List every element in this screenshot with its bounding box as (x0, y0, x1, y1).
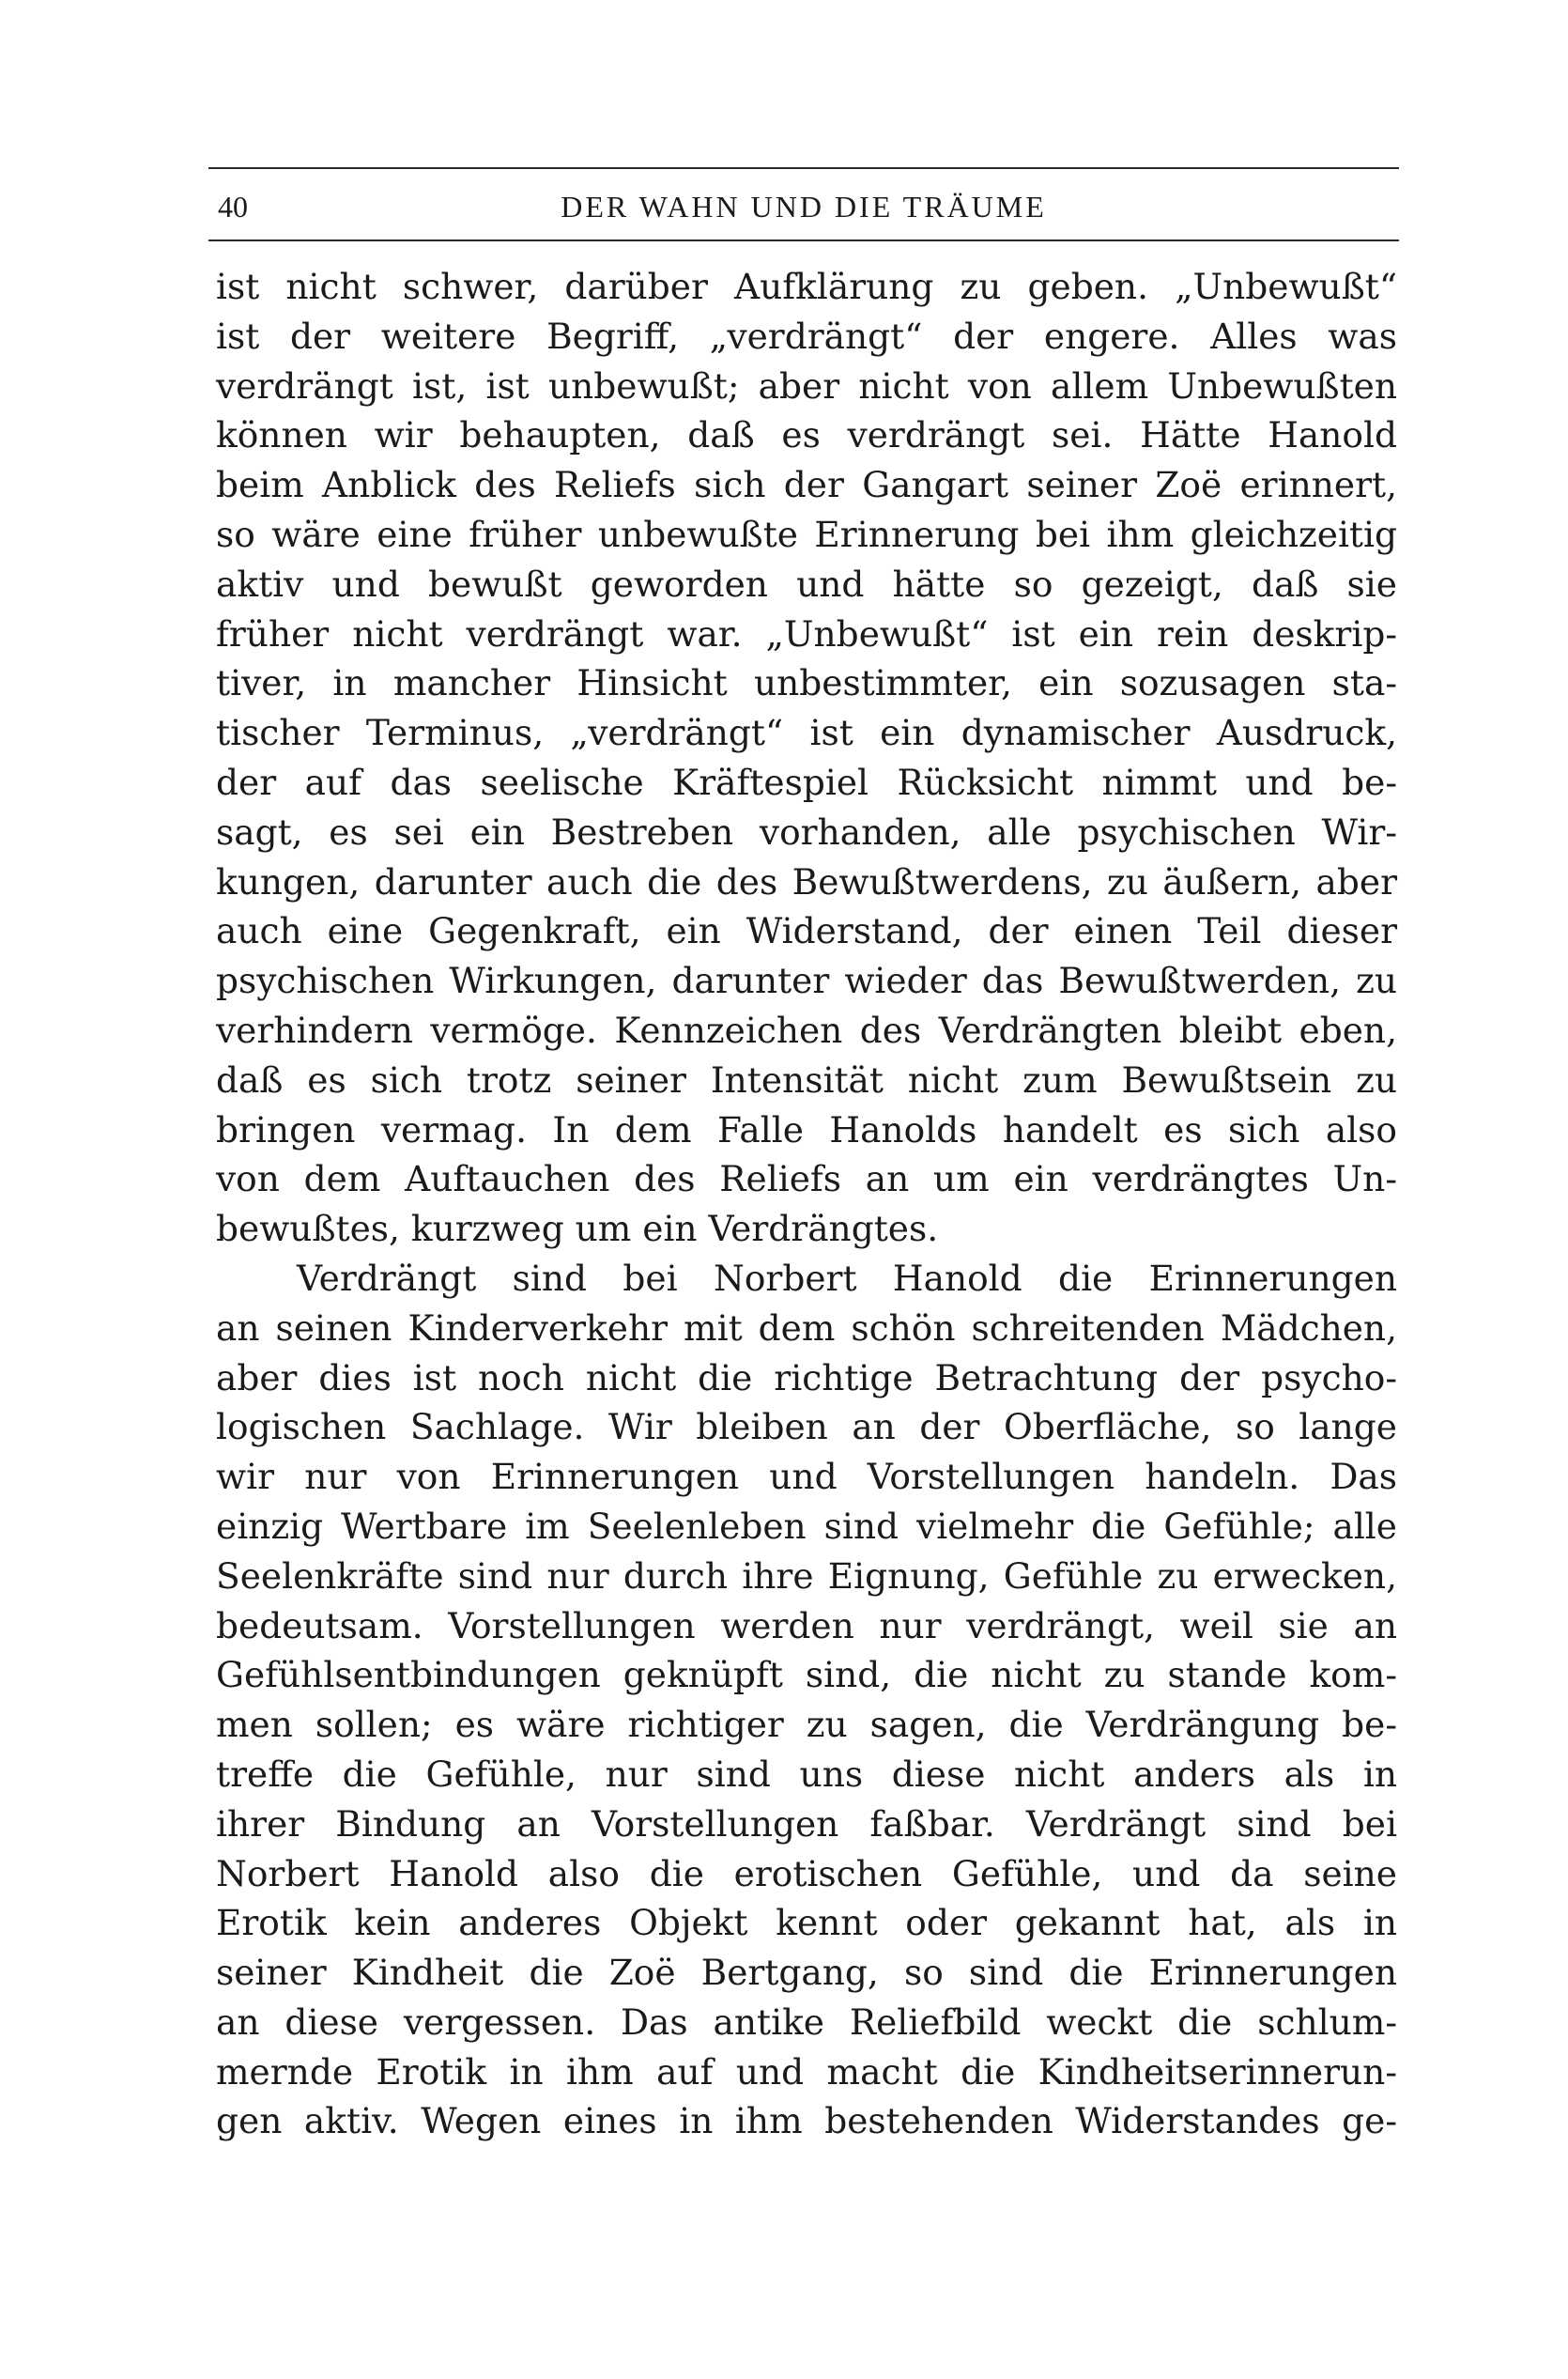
text-line: so wäre eine früher unbewußte Erinnerung bei ihm gleichzeitig (216, 513, 1397, 555)
text-line: seiner Kindheit die Zoë Bertgang, so sind die Erinnerungen (216, 1952, 1397, 1994)
text-line: ist der weitere Begriff, „verdrängt“ der engere. Alles was (216, 315, 1397, 357)
text-line: bringen vermag. In dem Falle Hanolds handelt es sich also (216, 1108, 1397, 1151)
text-line: Verdrängt sind bei Norbert Hanold die Erinnerungen (297, 1257, 1397, 1299)
text-line: daß es sich trotz seiner Intensität nicht zum Bewußtsein zu (216, 1058, 1397, 1101)
text-line: logischen Sachlage. Wir bleiben an der Oberfläche, so lange (216, 1406, 1397, 1448)
paragraph (216, 262, 1397, 1254)
text-line: auch eine Gegenkraft, ein Widerstand, der einen Teil dieser (216, 910, 1397, 952)
text-line: Erotik kein anderes Objekt kennt oder gekannt hat, als in (216, 1902, 1397, 1944)
text-line: mernde Erotik in ihm auf und macht die Kindheitserinnerun- (216, 2050, 1397, 2093)
text-line: der auf das seelische Kräftespiel Rücksicht nimmt und be- (216, 761, 1397, 803)
text-line: Seelenkräfte sind nur durch ihre Eignung, Gefühle zu erwecken, (216, 1554, 1397, 1597)
text-line: treffe die Gefühle, nur sind uns diese nicht anders als in (216, 1753, 1397, 1795)
text-line: bedeutsam. Vorstellungen werden nur verdrängt, weil sie an (216, 1604, 1397, 1646)
text-line: bewußtes, kurzweg um ein Verdrängtes. (216, 1208, 939, 1250)
text-line: men sollen; es wäre richtiger zu sagen, die Verdrängung be- (216, 1704, 1397, 1746)
text-line: an seinen Kinderverkehr mit dem schön schreitenden Mädchen, (216, 1306, 1397, 1349)
text-line: früher nicht verdrängt war. „Unbewußt“ ist ein rein deskrip- (216, 612, 1397, 655)
text-line: verdrängt ist, ist unbewußt; aber nicht von allem Unbewußten (216, 364, 1397, 407)
text-line: an diese vergessen. Das antike Reliefbild weckt die schlum- (216, 2001, 1397, 2043)
text-line: sagt, es sei ein Bestreben vorhanden, alle psychischen Wir- (216, 811, 1397, 853)
text-line: aktiv und bewußt geworden und hätte so gezeigt, daß sie (216, 563, 1397, 605)
text-line: aber dies ist noch nicht die richtige Betrachtung der psycho- (216, 1356, 1397, 1398)
text-line: einzig Wertbare im Seelenleben sind vielmehr die Gefühle; alle (216, 1505, 1397, 1547)
text-line: können wir behaupten, daß es verdrängt sei. Hätte Hanold (216, 414, 1397, 456)
text-line: wir nur von Erinnerungen und Vorstellungen handeln. Das (216, 1456, 1397, 1498)
text-line: ist nicht schwer, darüber Aufklärung zu geben. „Unbewußt“ (216, 266, 1397, 307)
header-rule-bottom (208, 239, 1399, 241)
paragraph (216, 1254, 1397, 2146)
text-line: ihrer Bindung an Vorstellungen faßbar. Verdrängt sind bei (216, 1802, 1397, 1845)
text-line: gen aktiv. Wegen eines in ihm bestehenden Widerstandes ge- (216, 2100, 1397, 2142)
page-number: 40 (218, 190, 248, 224)
text-line: Norbert Hanold also die erotischen Gefühle, und da seine (216, 1852, 1397, 1894)
text-line: von dem Auftauchen des Reliefs an um ein verdrängtes Un- (216, 1158, 1397, 1200)
running-head: DER WAHN UND DIE TRÄUME (561, 190, 1047, 224)
text-line: tischer Terminus, „verdrängt“ ist ein dynamischer Ausdruck, (216, 712, 1397, 754)
text-line: kungen, darunter auch die des Bewußtwerdens, zu äußern, aber (216, 860, 1397, 903)
header-rule-top (208, 167, 1399, 169)
text-line: tiver, in mancher Hinsicht unbestimmter, ein sozusagen sta- (216, 662, 1397, 704)
text-line: beim Anblick des Reliefs sich der Gangart seiner Zoë erinnert, (216, 464, 1397, 506)
body-text (216, 262, 1397, 2146)
page-header (208, 184, 1399, 229)
text-line: verhindern vermöge. Kennzeichen des Verdrängten bleibt eben, (216, 1009, 1397, 1051)
text-line: Gefühlsentbindungen geknüpft sind, die nicht zu stande kom- (216, 1654, 1397, 1696)
text-line: psychischen Wirkungen, darunter wieder das Bewußtwerden, zu (216, 960, 1397, 1002)
